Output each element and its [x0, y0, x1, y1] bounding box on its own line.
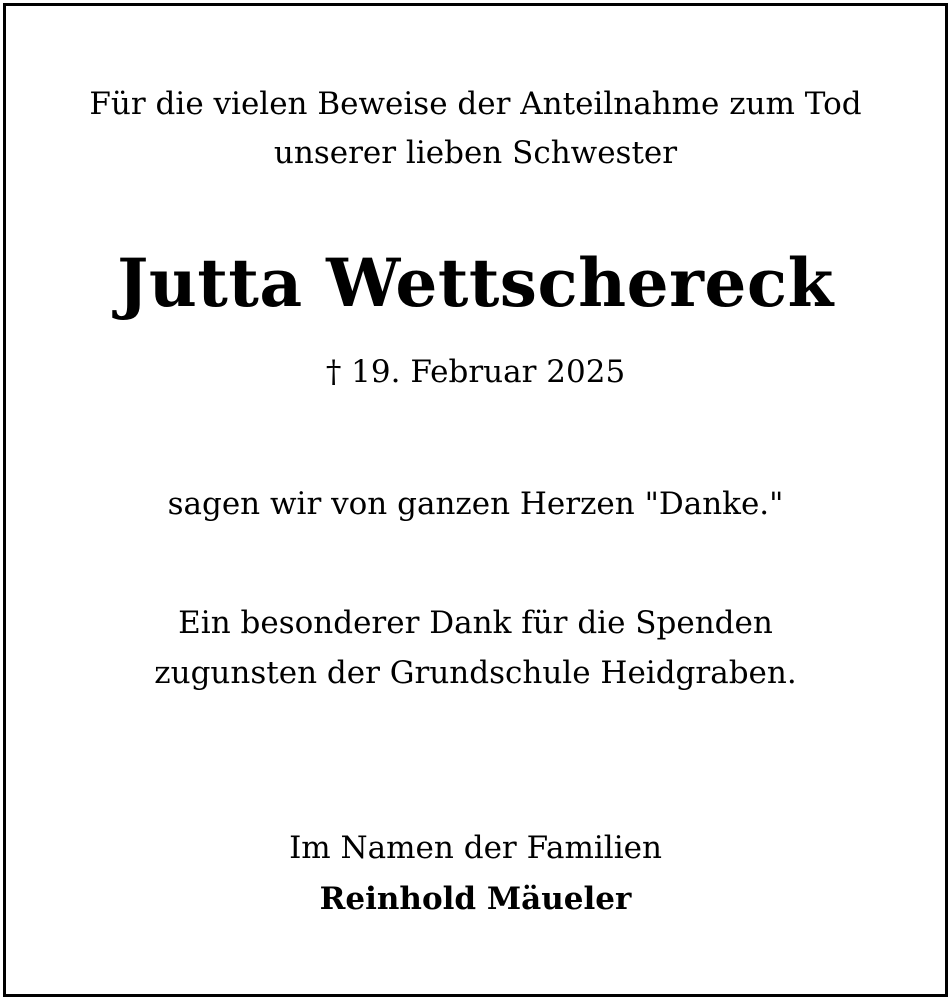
deceased-name: Jutta Wettschereck — [117, 244, 834, 322]
signer-name: Reinhold Mäueler — [319, 881, 632, 917]
death-date: † 19. Februar 2025 — [325, 354, 626, 390]
intro-line-2: unserer lieben Schwester — [273, 135, 678, 171]
special-thanks-line-1: Ein besonderer Dank für die Spenden — [178, 605, 773, 641]
obituary-notice — [3, 3, 948, 997]
family-line: Im Namen der Familien — [289, 830, 662, 866]
thanks-line: sagen wir von ganzen Herzen "Danke." — [167, 486, 784, 522]
intro-line-1: Für die vielen Beweise der Anteilnahme zum Tod — [89, 86, 862, 122]
special-thanks-line-2: zugunsten der Grundschule Heidgraben. — [154, 655, 797, 691]
